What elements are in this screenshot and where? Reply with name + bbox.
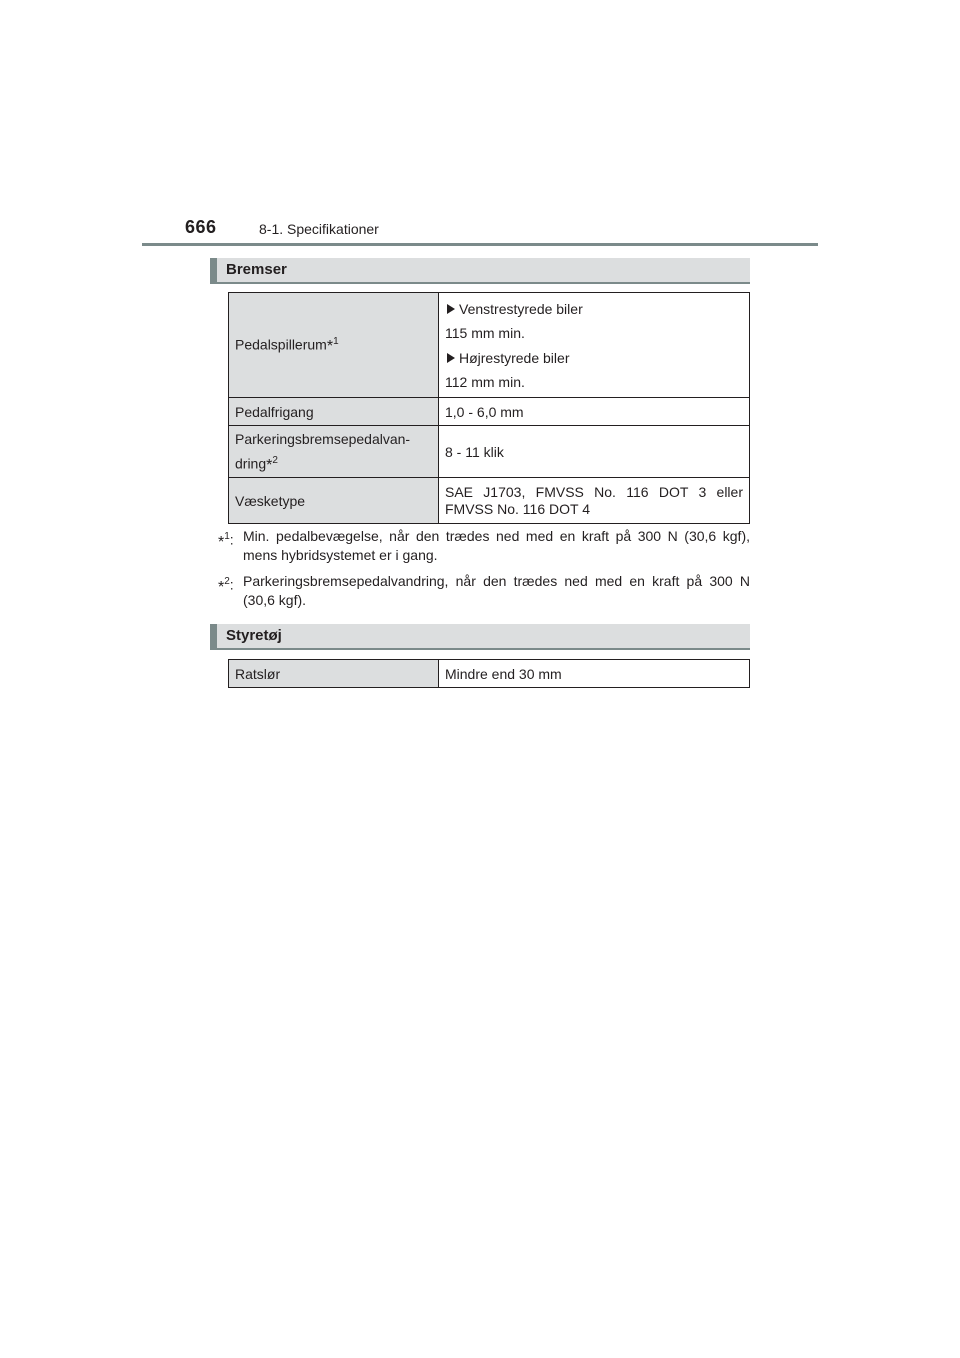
triangle-bullet-icon xyxy=(447,353,455,363)
brakes-table xyxy=(228,292,750,524)
footnote-star: * xyxy=(326,338,334,356)
footnote-marker: *$^1$: xyxy=(218,531,234,551)
option-label: Venstrestyrede biler xyxy=(459,301,583,317)
row-key: Ratslør xyxy=(229,660,439,688)
footnote xyxy=(218,527,750,565)
row-value: 1,0 - 6,0 mm xyxy=(439,398,750,426)
section-title: 8-1. Specifikationer xyxy=(259,221,379,237)
header-rule xyxy=(142,243,818,246)
option-value: 112 mm min. xyxy=(445,374,525,390)
section-heading: Styretøj xyxy=(226,627,282,644)
footnote-ref: 2 xyxy=(272,454,278,466)
table-row xyxy=(229,426,750,478)
footnote-star: * xyxy=(266,457,273,475)
section-heading: Bremser xyxy=(226,261,287,278)
steering-table xyxy=(228,659,750,688)
table-row xyxy=(229,478,750,524)
key-text: dring xyxy=(235,455,267,472)
footnote-text: Min. pedalbevægelse, når den trædes ned med en kraft på 300 N (30,6 kgf), mens hybridsystemet er i gang. xyxy=(243,528,750,563)
table-row xyxy=(229,660,750,688)
table-row xyxy=(229,293,750,398)
section-header-bremser xyxy=(210,258,750,284)
row-key xyxy=(229,293,439,398)
option-heading xyxy=(445,345,743,371)
footnote-text: Parkeringsbremsepedalvandring, når den trædes ned med en kraft på 300 N (30,6 kgf). xyxy=(243,573,750,608)
footnote-ref: 1 xyxy=(333,335,339,347)
row-value: 8 - 11 klik xyxy=(439,426,750,478)
option-heading xyxy=(445,297,743,321)
section-accent-bar xyxy=(210,258,217,282)
row-key: Væsketype xyxy=(229,478,439,524)
row-key xyxy=(229,426,439,478)
page-number: 666 xyxy=(185,217,217,237)
table-row xyxy=(229,398,750,426)
key-text: Pedalspillerum xyxy=(235,336,327,353)
option-label: Højrestyrede biler xyxy=(459,350,570,366)
footnote xyxy=(218,572,750,610)
row-value: Mindre end 30 mm xyxy=(439,660,750,688)
key-text: Parkeringsbremsepedalvan- xyxy=(235,430,411,447)
triangle-bullet-icon xyxy=(447,304,455,314)
row-value xyxy=(439,293,750,398)
row-key: Pedalfrigang xyxy=(229,398,439,426)
footnote-marker: *$^2$: xyxy=(218,576,234,596)
section-header-styretoj xyxy=(210,624,750,650)
section-accent-bar xyxy=(210,624,217,648)
row-value: SAE J1703, FMVSS No. 116 DOT 3 eller FMVSS No. 116 DOT 4 xyxy=(439,478,750,524)
footnotes xyxy=(218,527,750,617)
option-value: 115 mm min. xyxy=(445,325,525,341)
